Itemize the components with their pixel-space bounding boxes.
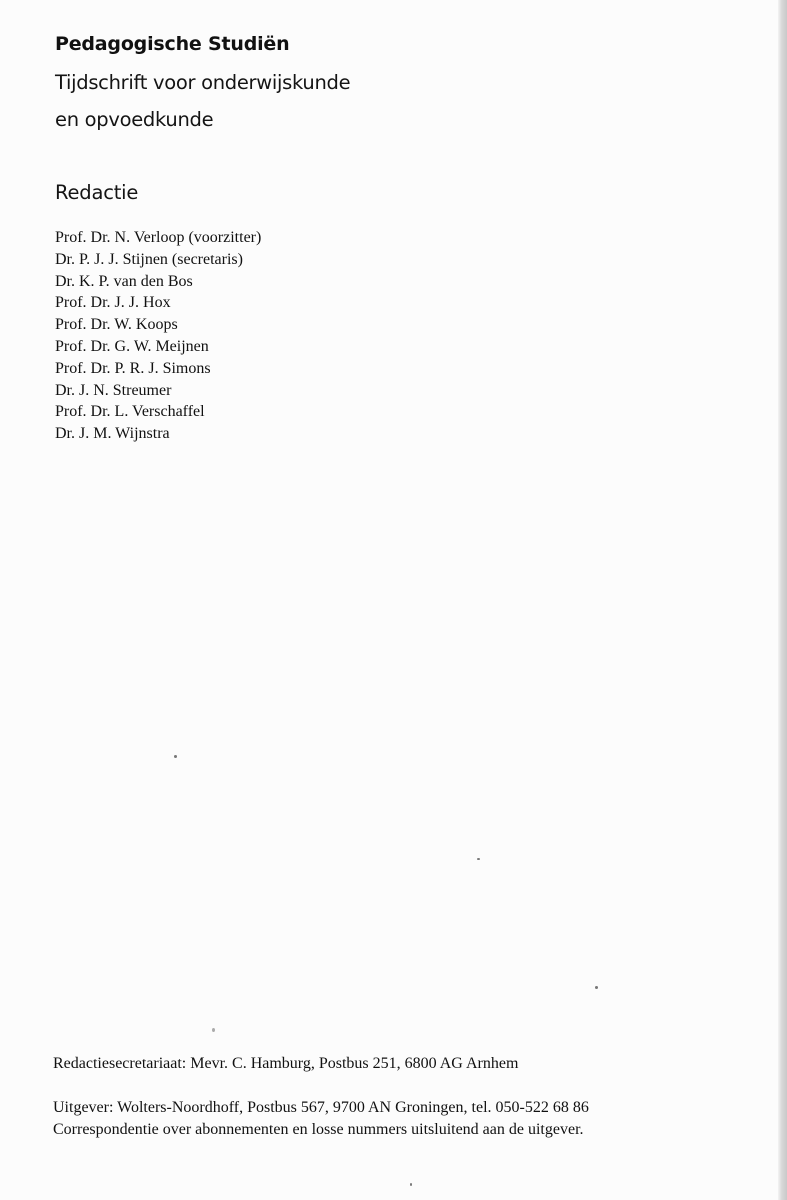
editorial-board-list [55,227,261,445]
editorial-secretariat-address: Redactiesecretariaat: Mevr. C. Hamburg, Postbus 251, 6800 AG Arnhem [53,1055,519,1072]
correspondence-note: Correspondentie over abonnementen en losse nummers uitsluitend aan de uitgever. [53,1121,584,1138]
scan-speck [410,1183,412,1186]
editor-list-item: Dr. P. J. J. Stijnen (secretaris) [55,250,243,268]
scan-speck [174,755,177,758]
editor-list-item: Dr. K. P. van den Bos [55,272,193,290]
editor-list-item: Prof. Dr. N. Verloop (voorzitter) [55,229,262,246]
scan-speck [595,986,598,989]
editor-list-item: Prof. Dr. P. R. J. Simons [55,359,211,377]
scan-speck [212,1028,215,1032]
editor-list-item: Prof. Dr. J. J. Hox [55,294,171,312]
editor-list-item: Prof. Dr. W. Koops [55,316,178,334]
editorial-board-heading: Redactie [55,181,139,204]
journal-subtitle-line-2: en opvoedkunde [55,108,214,131]
editor-list-item: Dr. J. M. Wijnstra [55,425,170,443]
editor-list-item: Prof. Dr. G. W. Meijnen [55,337,209,355]
journal-title: Pedagogische Studiën [55,33,290,55]
page-edge-shadow [778,0,787,1200]
publisher-address: Uitgever: Wolters-Noordhoff, Postbus 567, 9700 AN Groningen, tel. 050-522 68 86 [53,1099,589,1116]
journal-subtitle-line-1: Tijdschrift voor onderwijskunde [55,71,351,94]
editor-list-item: Prof. Dr. L. Verschaffel [55,403,205,421]
scan-speck [477,858,480,860]
editor-list-item: Dr. J. N. Streumer [55,381,172,399]
